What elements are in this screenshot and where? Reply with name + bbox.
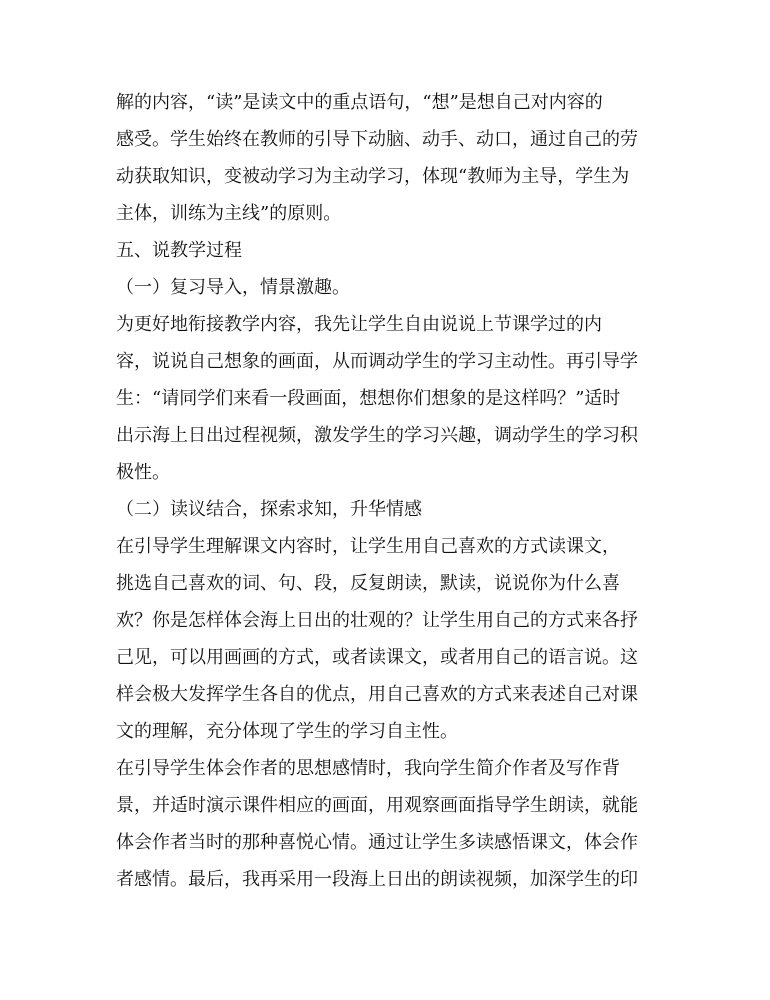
text-line: 生：“请同学们来看一段画面，想想你们想象的是这样吗？”适时 <box>116 388 621 409</box>
text-line: 为更好地衔接教学内容，我先让学生自由说说上节课学过的内 <box>116 314 602 335</box>
text-line: 景，并适时演示课件相应的画面，用观察画面指导学生朗读，就能 <box>116 795 638 816</box>
subsection-heading: （一）复习导入，情景激趣。 <box>116 277 350 298</box>
text-line: 欢？你是怎样体会海上日出的壮观的？让学生用自己的方式来各抒 <box>116 610 638 631</box>
text-line: 体会作者当时的那种喜悦心情。通过让学生多读感悟课文，体会作 <box>116 832 638 853</box>
text-line: 解的内容，“读”是读文中的重点语句，“想”是想自己对内容的 <box>116 92 603 113</box>
text-line: 己见，可以用画画的方式，或者读课文，或者用自己的语言说。这 <box>116 647 638 668</box>
text-line: 出示海上日出过程视频，激发学生的学习兴趣，调动学生的学习积 <box>116 425 638 446</box>
text-line: 样会极大发挥学生各自的优点，用自己喜欢的方式来表述自己对课 <box>116 684 638 705</box>
section-heading: 五、说教学过程 <box>116 240 242 261</box>
text-line: 挑选自己喜欢的词、句、段，反复朗读，默读，说说你为什么喜 <box>116 573 620 594</box>
text-line: 文的理解，充分体现了学生的学习自主性。 <box>116 721 458 742</box>
text-line: 在引导学生体会作者的思想感情时，我向学生简介作者及写作背 <box>116 758 620 779</box>
text-line: 极性。 <box>116 462 170 483</box>
text-line: 动获取知识，变被动学习为主动学习，体现“教师为主导，学生为 <box>116 166 630 187</box>
text-line: 主体，训练为主线”的原则。 <box>116 203 342 224</box>
text-line: 感受。学生始终在教师的引导下动脑、动手、动口，通过自己的劳 <box>116 129 638 150</box>
text-line: 容，说说自己想象的画面，从而调动学生的学习主动性。再引导学 <box>116 351 638 372</box>
subsection-heading: （二）读议结合，探索求知，升华情感 <box>116 499 422 520</box>
text-line: 者感情。最后，我再采用一段海上日出的朗读视频，加深学生的印 <box>116 869 638 890</box>
text-line: 在引导学生理解课文内容时，让学生用自己喜欢的方式读课文， <box>116 536 620 557</box>
